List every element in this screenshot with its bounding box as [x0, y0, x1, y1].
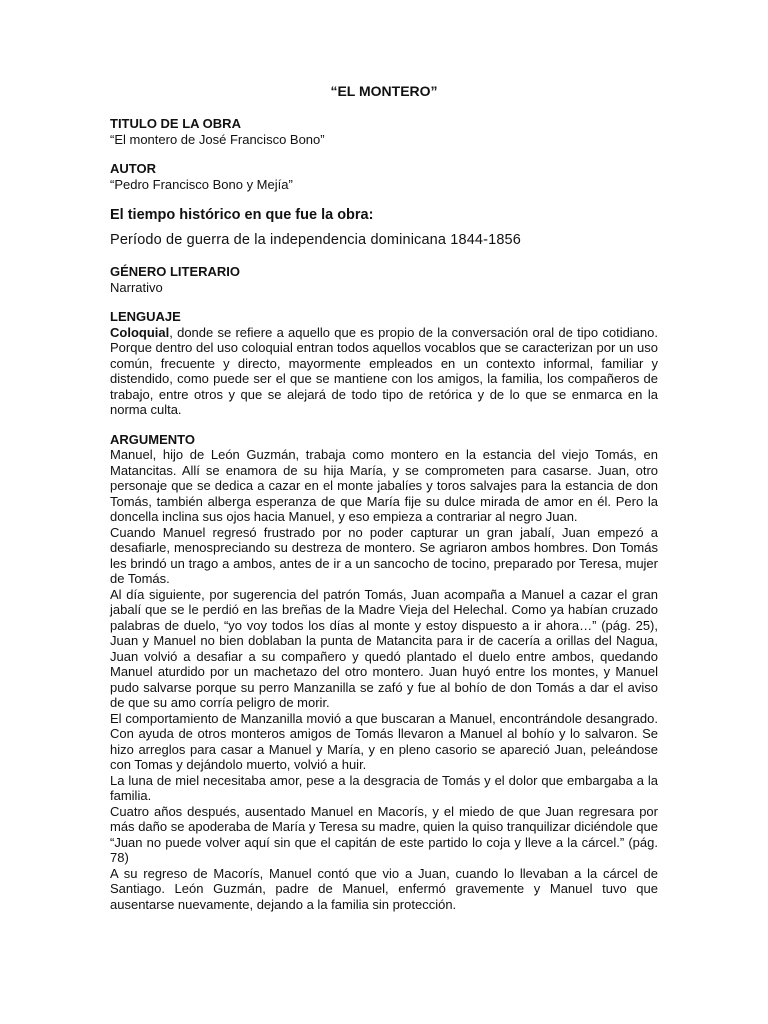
- genero-heading: GÉNERO LITERARIO: [110, 264, 241, 279]
- tiempo-text: Período de guerra de la independencia dominicana 1844-1856: [110, 232, 521, 248]
- argumento-paragraph: A su regreso de Macorís, Manuel contó que vio a Juan, cuando lo llevaban a la cárcel de Santiago. León Guzmán, padre de Manuel, enfermó gravemente y Manuel tuvo que ausentarse nuevamente, dejando a la familia sin protección.: [110, 865, 658, 912]
- argumento-paragraph: La luna de miel necesitaba amor, pese a la desgracia de Tomás y el dolor que embargaba a la familia.: [110, 772, 658, 803]
- document-page: [110, 82, 658, 926]
- section-autor: [110, 161, 658, 192]
- lenguaje-paragraph: [110, 325, 658, 418]
- argumento-paragraph: Cuatro años después, ausentado Manuel en Macorís, y el miedo de que Juan regresara por más daño se apoderaba de María y Teresa su madre, quien la quiso tranquilizar diciéndole que “Juan no puede volver aquí sin que el capitán de este partido lo coja y lleve a la cárcel.” (pág. 78): [110, 803, 658, 865]
- argumento-paragraph: El comportamiento de Manzanilla movió a que buscaran a Manuel, encontrándole desangrado. Con ayuda de otros monteros amigos de Tomás llevaron a Manuel al bohío y lo salvaron. Se hizo arreglos para casar a Manuel y María, y en pleno casorio se apareció Juan, peleándose con Tomas y dejándolo muerto, volvió a huir.: [110, 710, 658, 772]
- section-genero: [110, 264, 658, 295]
- argumento-paragraph: Cuando Manuel regresó frustrado por no poder capturar un gran jabalí, Juan empezó a desafiarle, menospreciando su destreza de montero. Se agriaron ambos hombres. Don Tomás les brindó un trago a ambos, antes de ir a un sancocho de tocino, preparado por Teresa, mujer de Tomás.: [110, 524, 658, 586]
- argumento-paragraph: Manuel, hijo de León Guzmán, trabaja como montero en la estancia del viejo Tomás, en Matancitas. Allí se enamora de su hija María, y se comprometen para casarse. Juan, otro personaje que se dedica a cazar en el monte jabalíes y toros salvajes para la estancia de don Tomás, también alberga esperanza de que María fije su dulce mirada de amor en él. Pero la doncella inclina sus ojos hacia Manuel, y eso empieza a contrariar al negro Juan.: [110, 447, 658, 524]
- autor-text: “Pedro Francisco Bono y Mejía”: [110, 176, 293, 192]
- section-argumento: [110, 432, 658, 913]
- tiempo-heading: El tiempo histórico en que fue la obra:: [110, 207, 374, 223]
- section-lenguaje: [110, 309, 658, 418]
- autor-heading: AUTOR: [110, 161, 156, 176]
- titulo-text: “El montero de José Francisco Bono”: [110, 131, 325, 147]
- genero-text: Narrativo: [110, 279, 163, 295]
- lenguaje-text: , donde se refiere a aquello que es propio de la conversación oral de tipo cotidiano. Porque dentro del uso coloquial entran todos aquellos vocablos que se caracterizan por un uso común, frecuente y directo, mayormente empleados en un contexto informal, familiar y distendido, como puede ser el que se mantiene con los amigos, la familia, los compañeros de trabajo, entre otros y que se alejará de todo tipo de retórica y de lo que se enmarca en la norma culta.: [110, 324, 658, 417]
- argumento-heading: ARGUMENTO: [110, 431, 195, 447]
- lenguaje-lead: Coloquial: [110, 324, 170, 340]
- argumento-paragraph: Al día siguiente, por sugerencia del patrón Tomás, Juan acompaña a Manuel a cazar el gran jabalí que se le perdió en las breñas de la Madre Vieja del Helechal. Como ya habían cruzado palabras de duelo, “yo voy todos los días al monte y estoy dispuesto a ir ahora…” (pág. 25), Juan y Manuel no bien doblaban la punta de Matancita para ir de cacería a orillas del Nagua, Juan volvió a desafiar a su compañero y quedó plantado el duelo entre ambos, quedando Manuel aturdido por un machetazo del otro montero. Juan huyó entre los montes, y Manuel pudo salvarse porque su perro Manzanilla se zafó y fue al bohío de don Tomás a dar el aviso de que su amo corría peligro de morir.: [110, 586, 658, 710]
- document-title: “EL MONTERO”: [330, 83, 438, 99]
- titulo-heading: TITULO DE LA OBRA: [110, 116, 241, 131]
- section-tiempo: [110, 206, 658, 250]
- lenguaje-heading: LENGUAJE: [110, 309, 181, 324]
- section-titulo: [110, 116, 658, 147]
